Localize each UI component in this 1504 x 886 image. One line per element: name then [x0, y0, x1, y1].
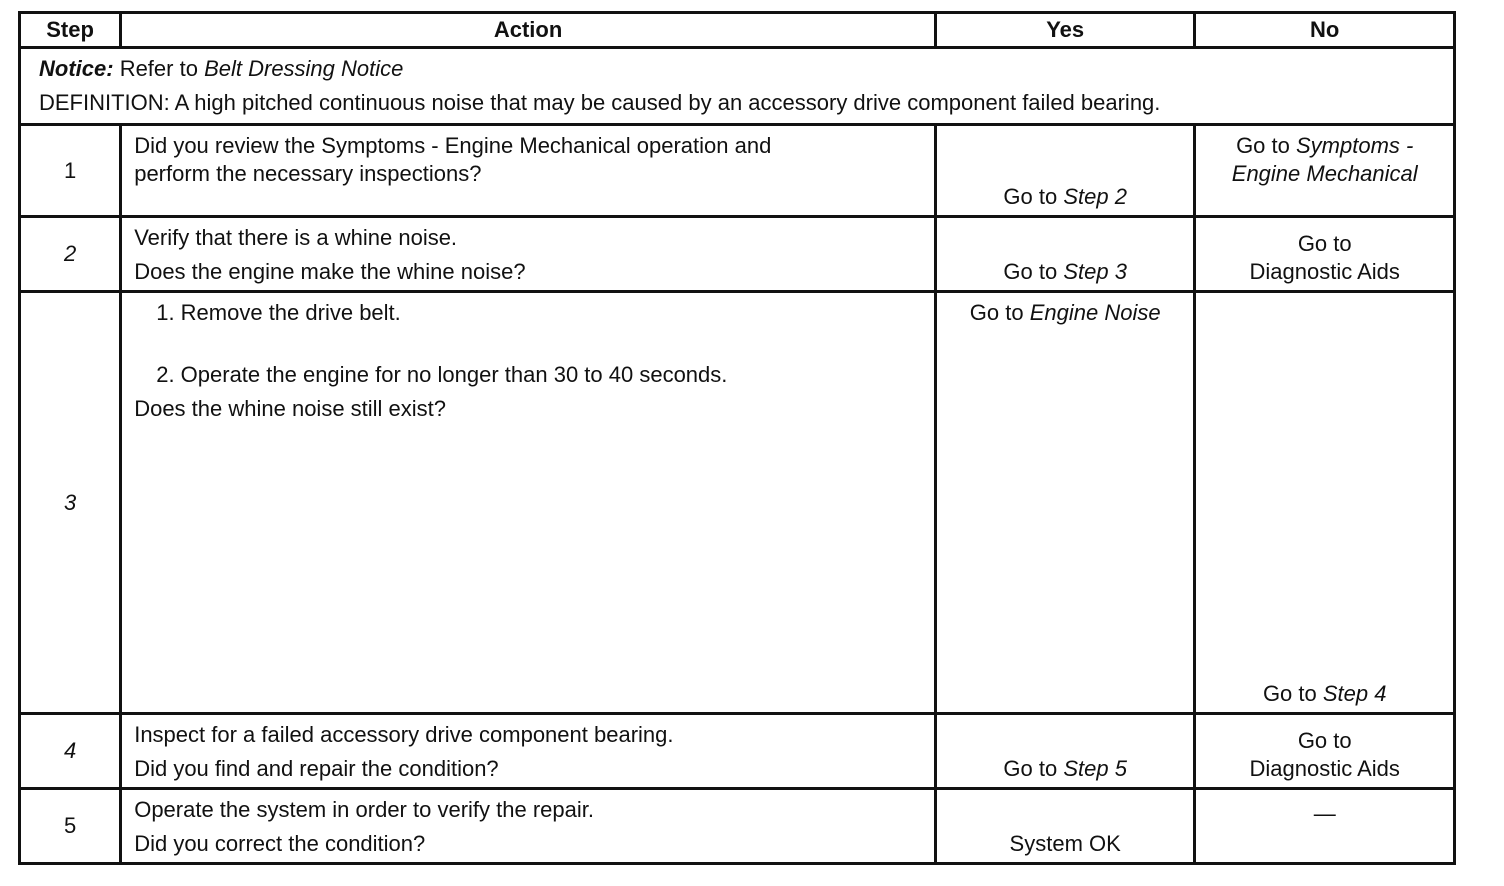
action-cell [121, 217, 936, 292]
no-line: Go to [1297, 231, 1352, 256]
yes-prefix: Go to [969, 300, 1024, 325]
action-line: perform the necessary inspections? [134, 161, 482, 186]
action-cell [121, 789, 936, 864]
diagnostic-table [18, 11, 1456, 865]
table-row-step-5 [20, 789, 1455, 864]
no-line: Go to [1297, 728, 1352, 753]
no-prefix: Go to [1262, 681, 1317, 706]
action-line: Did you find and repair the condition? [134, 756, 499, 781]
step-number: 1 [20, 125, 121, 217]
no-text: — [1313, 801, 1336, 826]
no-prefix: Go to [1236, 133, 1290, 158]
yes-cell [935, 789, 1195, 864]
yes-link[interactable]: Step 2 [1063, 184, 1127, 209]
yes-cell [935, 125, 1195, 217]
yes-cell [935, 714, 1195, 789]
header-yes: Yes [935, 13, 1195, 48]
yes-link[interactable]: Step 3 [1063, 259, 1127, 284]
no-link[interactable]: Diagnostic Aids [1249, 756, 1400, 781]
definition-text: DEFINITION: A high pitched continuous noise that may be caused by an accessory drive component failed bearing. [39, 90, 1161, 115]
action-cell [121, 714, 936, 789]
table-row-step-4 [20, 714, 1455, 789]
no-cell [1195, 292, 1455, 714]
yes-cell [935, 217, 1195, 292]
action-item: 2. Operate the engine for no longer than 30 to 40 seconds. [156, 362, 728, 387]
yes-text: System OK [1009, 831, 1121, 856]
notice-row [20, 48, 1455, 125]
step-number: 5 [20, 789, 121, 864]
header-no: No [1195, 13, 1455, 48]
step-number: 3 [20, 292, 121, 714]
notice-text: Refer to [119, 56, 198, 81]
no-cell [1195, 789, 1455, 864]
action-cell [121, 292, 936, 714]
header-step: Step [20, 13, 121, 48]
step-number: 2 [20, 217, 121, 292]
notice-label: Notice: [39, 56, 114, 81]
no-cell [1195, 217, 1455, 292]
action-line: Does the engine make the whine noise? [134, 259, 526, 284]
action-question: Does the whine noise still exist? [134, 396, 447, 421]
action-line: Inspect for a failed accessory drive component bearing. [134, 722, 674, 747]
no-link[interactable]: Symptoms - [1296, 133, 1414, 158]
action-line: Did you correct the condition? [134, 831, 426, 856]
table-row-step-1 [20, 125, 1455, 217]
yes-link[interactable]: Step 5 [1063, 756, 1127, 781]
notice-ref: Belt Dressing Notice [204, 56, 404, 81]
action-line: Verify that there is a whine noise. [134, 225, 458, 250]
action-item: 1. Remove the drive belt. [156, 300, 401, 325]
action-line: Operate the system in order to verify the repair. [134, 797, 594, 822]
notice-cell [20, 48, 1455, 125]
table-row-step-2 [20, 217, 1455, 292]
step-number: 4 [20, 714, 121, 789]
no-link[interactable]: Step 4 [1322, 681, 1387, 706]
no-link[interactable]: Diagnostic Aids [1249, 259, 1400, 284]
header-action: Action [121, 13, 936, 48]
no-cell [1195, 714, 1455, 789]
action-cell [121, 125, 936, 217]
action-line: Did you review the Symptoms - Engine Mechanical operation and [134, 133, 772, 158]
yes-prefix: Go to [1003, 756, 1058, 781]
yes-cell [935, 292, 1195, 714]
table-row-step-3 [20, 292, 1455, 714]
yes-prefix: Go to [1003, 184, 1058, 209]
yes-prefix: Go to [1003, 259, 1058, 284]
yes-link[interactable]: Engine Noise [1029, 300, 1161, 325]
header-row [20, 13, 1455, 48]
no-cell [1195, 125, 1455, 217]
no-link-cont[interactable]: Engine Mechanical [1231, 161, 1418, 186]
